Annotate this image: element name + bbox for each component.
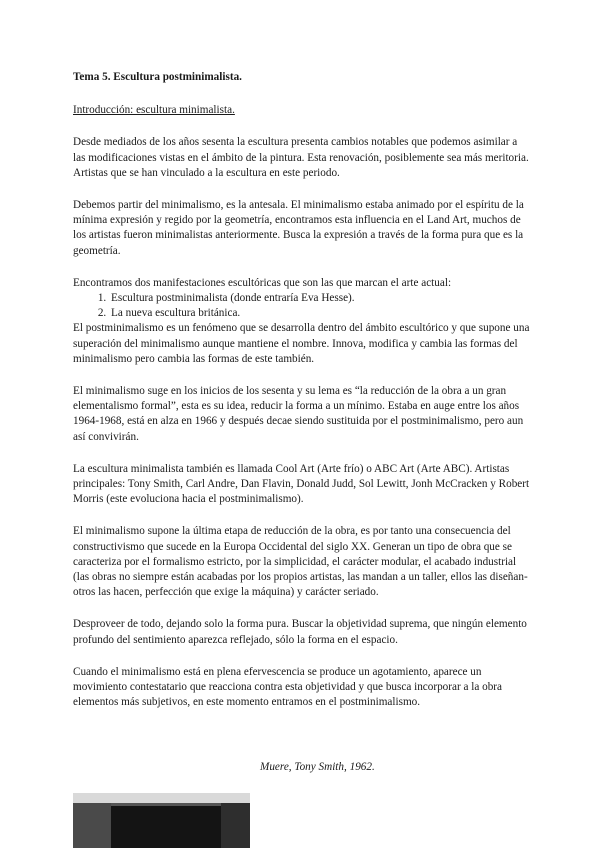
- paragraph-minimalism: Debemos partir del minimalismo, es la antesala. El minimalismo estaba animado por el espíritu de la mínima expresión y regido por la geometría, encontramos esta influencia en el Land Art, muchos de los artistas fueron minimalistas anteriormente. Busca la expresión a través de la forma pura que es la geometría.: [73, 199, 524, 257]
- list-item: 2. La nueva escultura británica.: [109, 306, 531, 321]
- paragraph-origins: El minimalismo suge en los inicios de los sesenta y su lema es “la reducción de la obra a un gran elementalismo formal”, esta es su idea, reducir la forma a un mínimo. Estaba en auge entre los años 1964-1968, está en alza en 1966 y después decae siendo sustituida por el postminimalismo, pero aun así convivirán.: [73, 385, 524, 443]
- page-title: Tema 5. Escultura postminimalista.: [73, 71, 242, 83]
- paragraph-intro: Desde mediados de los años sesenta la escultura presenta cambios notables que podemos asimilar a las modificaciones vistas en el ámbito de la pintura. Esta renovación, posiblemente sea más meritoria. Artistas que se han vinculado a la escultura en este periodo.: [73, 136, 529, 179]
- document-body: [73, 70, 531, 728]
- paragraph-exhaustion: Cuando el minimalismo está en plena efervescencia se produce un agotamiento, aparece un movimiento contestatario que reacciona contra esta objetividad y que busca incorporar a la obra elementos más subjetivos, en este momento entramos en el postminimalismo.: [73, 665, 502, 709]
- paragraph-manifestations: Encontramos dos manifestaciones escultóricas que son las que marcan el arte actual:: [73, 276, 452, 289]
- paragraph-reduction: El minimalismo supone la última etapa de reducción de la obra, es por tanto una consecuencia del constructivismo que sucede en la Europa Occidental del siglo XX. Generan un tipo de obra que se caracteriza por el formalismo estricto, por la simplicidad, el carácter modular, el acabado industrial (las obras no siempre están acabadas por los propios artistas, las mandan a un taller, ellos las diseñan-otros las hacen, perfección que exige la máquina) y carácter seriado.: [73, 525, 528, 599]
- sculpture-photo: [73, 793, 250, 848]
- paragraph-pure-form: Desproveer de todo, dejando solo la forma pura. Buscar la objetividad suprema, que ningún elemento profundo del sentimiento aparezca reflejado, sólo la forma en el espacio.: [73, 618, 527, 646]
- paragraph-postminimalism: El postminimalismo es un fenómeno que se desarrolla dentro del ámbito escultórico y que supone una superación del minimalismo aunque mantiene el nombre. Innova, modifica y cambia las formas del minimalismo pero cambia las formas de este también.: [73, 322, 530, 365]
- figure-caption: Muere, Tony Smith, 1962.: [260, 761, 375, 773]
- sculpture-top-edge: [111, 803, 221, 806]
- sculpture-cube: [111, 803, 221, 848]
- numbered-list: [73, 291, 531, 321]
- paragraph-artists: La escultura minimalista también es llamada Cool Art (Arte frío) o ABC Art (Arte ABC). Artistas principales: Tony Smith, Carl Andre, Dan Flavin, Donald Judd, Sol Lewitt, Jonh McCracken y Robert Morris (este evoluciona hacia el postminimalismo).: [73, 462, 530, 506]
- section-heading: Introducción: escultura minimalista.: [73, 104, 235, 117]
- photo-sky: [73, 793, 250, 803]
- photo-wall: [73, 803, 111, 848]
- list-item: 1. Escultura postminimalista (donde entraría Eva Hesse).: [109, 291, 531, 306]
